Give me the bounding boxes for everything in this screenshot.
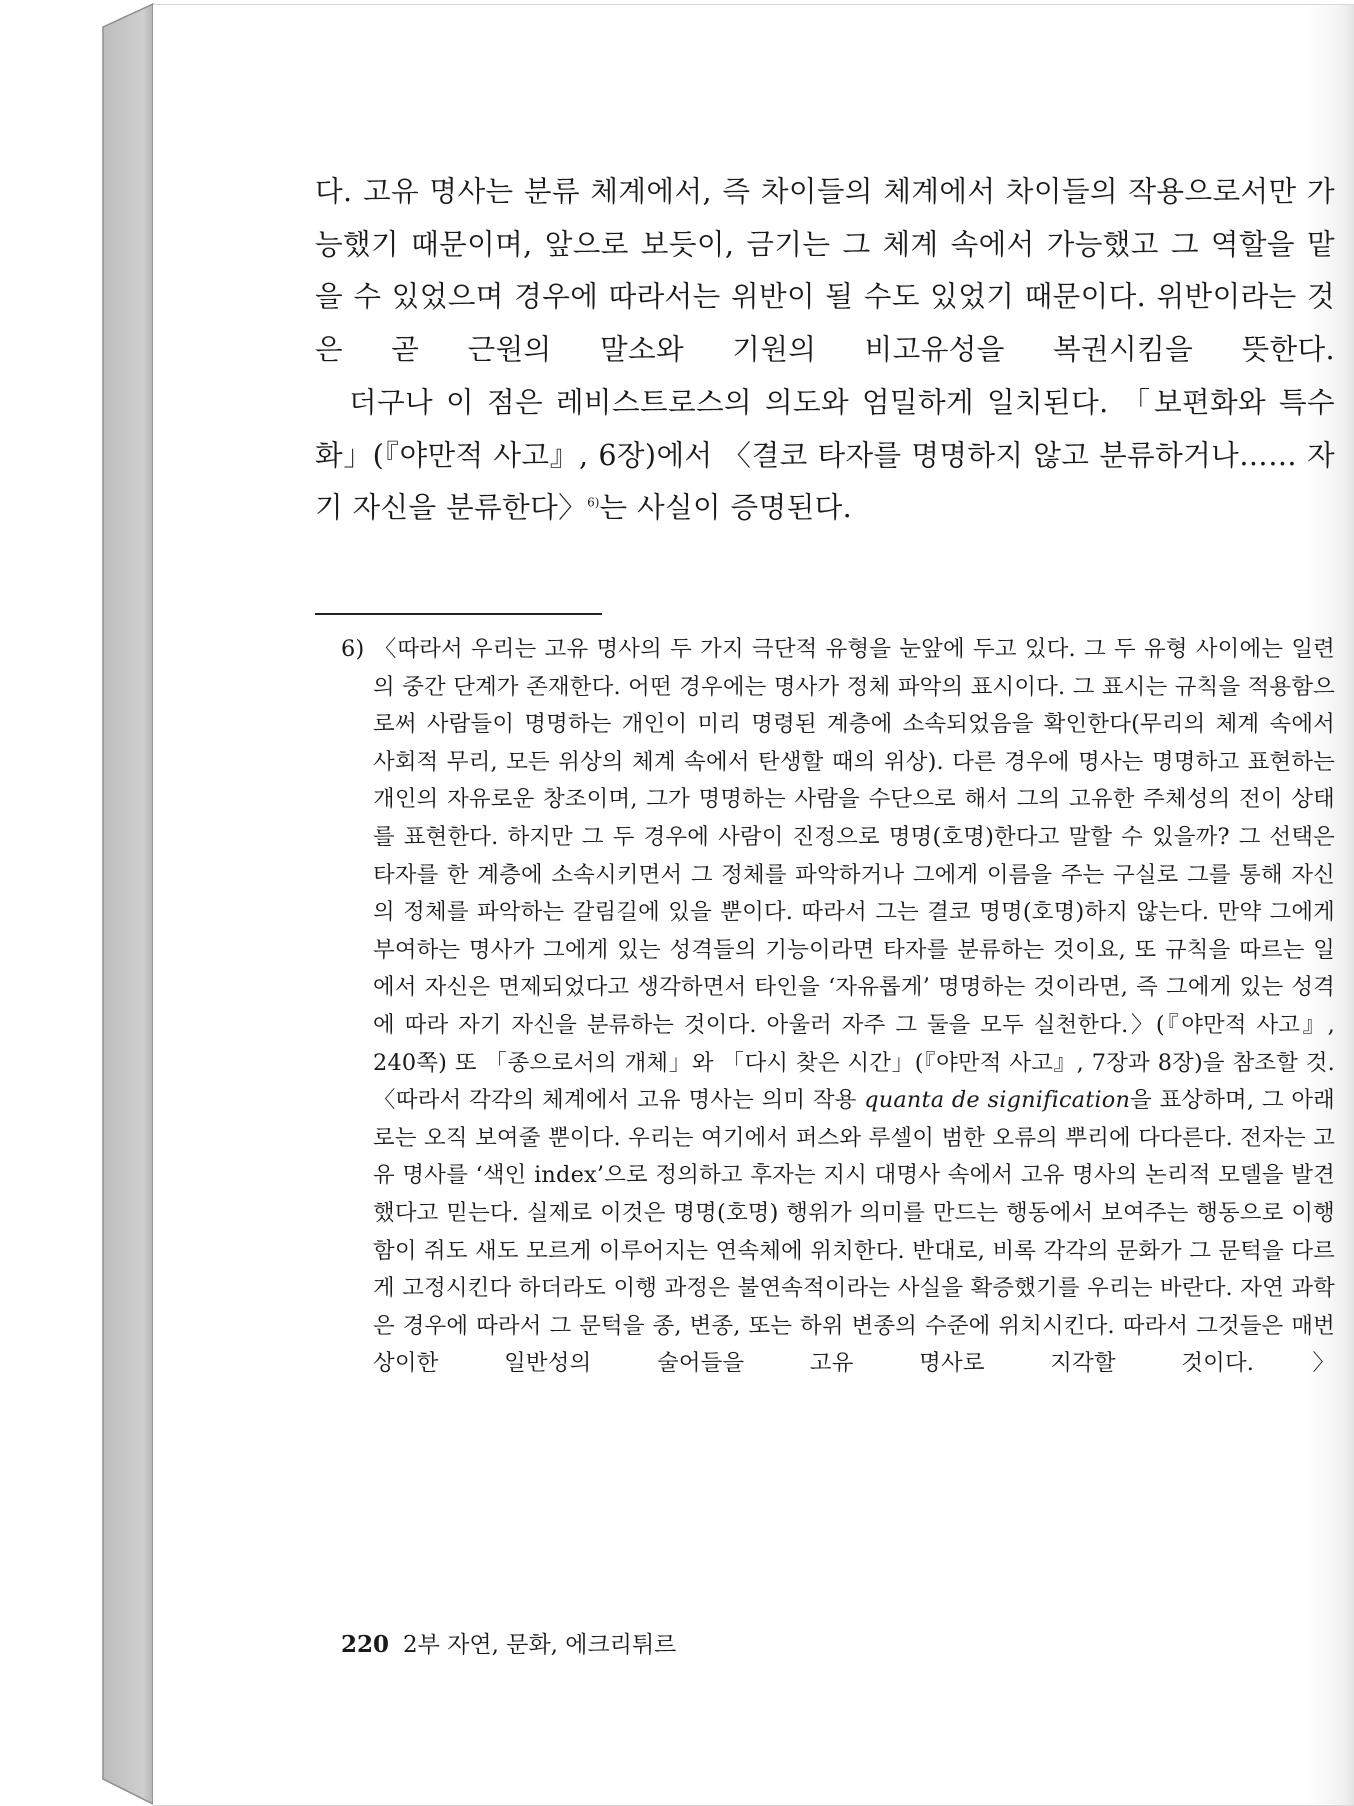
page-footer (341, 1626, 676, 1659)
paragraph-2-text: 더구나 이 점은 레비스트로스의 의도와 엄밀하게 일치된다. 「보편화와 특수화」(『야만적 사고』, 6장)에서 〈결코 타자를 명명하지 않고 분류하거나…… 자기 자신을 분류한다〉 (315, 384, 1335, 525)
page-number: 220 (341, 1631, 390, 1658)
footnote-reference[interactable]: 6) (587, 495, 600, 510)
footnote (341, 631, 1335, 1383)
paragraph-1: 다. 고유 명사는 분류 체계에서, 즉 차이들의 체계에서 차이들의 작용으로서만 가능했기 때문이며, 앞으로 보듯이, 금기는 그 체계 속에서 가능했고 그 역할을 맡을 수 있었으며 경우에 따라서는 위반이 될 수도 있었기 때문이다. 위반이라는 것은 곧 근원의 말소와 기원의 비고유성을 복권시킴을 뜻한다. (315, 174, 1335, 367)
book-page (153, 4, 1354, 1806)
footnote-divider (315, 613, 602, 615)
footnote-text-continued: 을 표상하며, 그 아래로는 오직 보여줄 뿐이다. 우리는 여기에서 퍼스와 루셀이 범한 오류의 뿌리에 다다른다. 전자는 고유 명사를 ‘색인 index’으로 정의하고 후자는 지시 대명사 속에서 고유 명사의 논리적 모델을 발견했다고 믿는다. 실제로 이것은 명명(호명) 행위가 의미를 만드는 행동에서 보여주는 행동으로 이행함이 쥐도 새도 모르게 이루어지는 연속체에 위치한다. 반대로, 비록 각각의 문화가 그 문턱을 다르게 고정시킨다 하더라도 이행 과정은 불연속적이라는 사실을 확증했기를 우리는 바란다. 자연 과학은 경우에 따라서 그 문턱을 종, 변종, 또는 하위 변종의 수준에 위치시킨다. 따라서 그것들은 매번 상이한 일반성의 술어들을 고유 명사로 지각할 것이다.〉 (373, 1087, 1335, 1377)
paragraph-2-ending: 는 사실이 증명된다. (599, 490, 853, 525)
footnote-text: 〈따라서 우리는 고유 명사의 두 가지 극단적 유형을 눈앞에 두고 있다. 그 두 유형 사이에는 일련의 중간 단계가 존재한다. 어떤 경우에는 명사가 정체 파악의 표시이다. 그 표시는 규칙을 적용함으로써 사람들이 명명하는 개인이 미리 명령된 계층에 소속되었음을 확인한다(무리의 체계 속에서 사회적 무리, 모든 위상의 체계 속에서 탄생할 때의 위상). 다른 경우에 명사는 명명하고 표현하는 개인의 자유로운 창조이며, 그가 명명하는 사람을 수단으로 해서 그의 고유한 주체성의 전이 상태를 표현한다. 하지만 그 두 경우에 사람이 진정으로 명명(호명)한다고 말할 수 있을까? 그 선택은 타자를 한 계층에 소속시키면서 그 정체를 파악하거나 그에게 이름을 주는 구실로 그를 통해 자신의 정체를 파악하는 갈림길에 있을 뿐이다. 따라서 그는 결코 명명(호명)하지 않는다. 만약 그에게 부여하는 명사가 그에게 있는 성격들의 기능이라면 타자를 분류하는 것이요, 또 규칙을 따르는 일에서 자신은 면제되었다고 생각하면서 타인을 ‘자유롭게’ 명명하는 것이라면, 즉 그에게 있는 성격에 따라 자기 자신을 분류하는 것이다. 아울러 자주 그 둘을 모두 실천한다.〉(『야만적 사고』, 240쪽) 또 「종으로서의 개체」와 「다시 찾은 시간」(『야만적 사고』, 7장과 8장)을 참조할 것. 〈따라서 각각의 체계에서 고유 명사는 의미 작용 (373, 636, 1335, 1114)
running-head: 2부 자연, 문화, 에크리튀르 (403, 1632, 677, 1658)
footnote-body (341, 631, 1335, 1383)
book-spine-edge (0, 0, 160, 1806)
footnote-italic-term: quanta de signification (864, 1087, 1131, 1114)
paragraph-2 (315, 376, 1335, 534)
footnote-marker: 6) (341, 636, 365, 662)
main-text (315, 165, 1335, 534)
